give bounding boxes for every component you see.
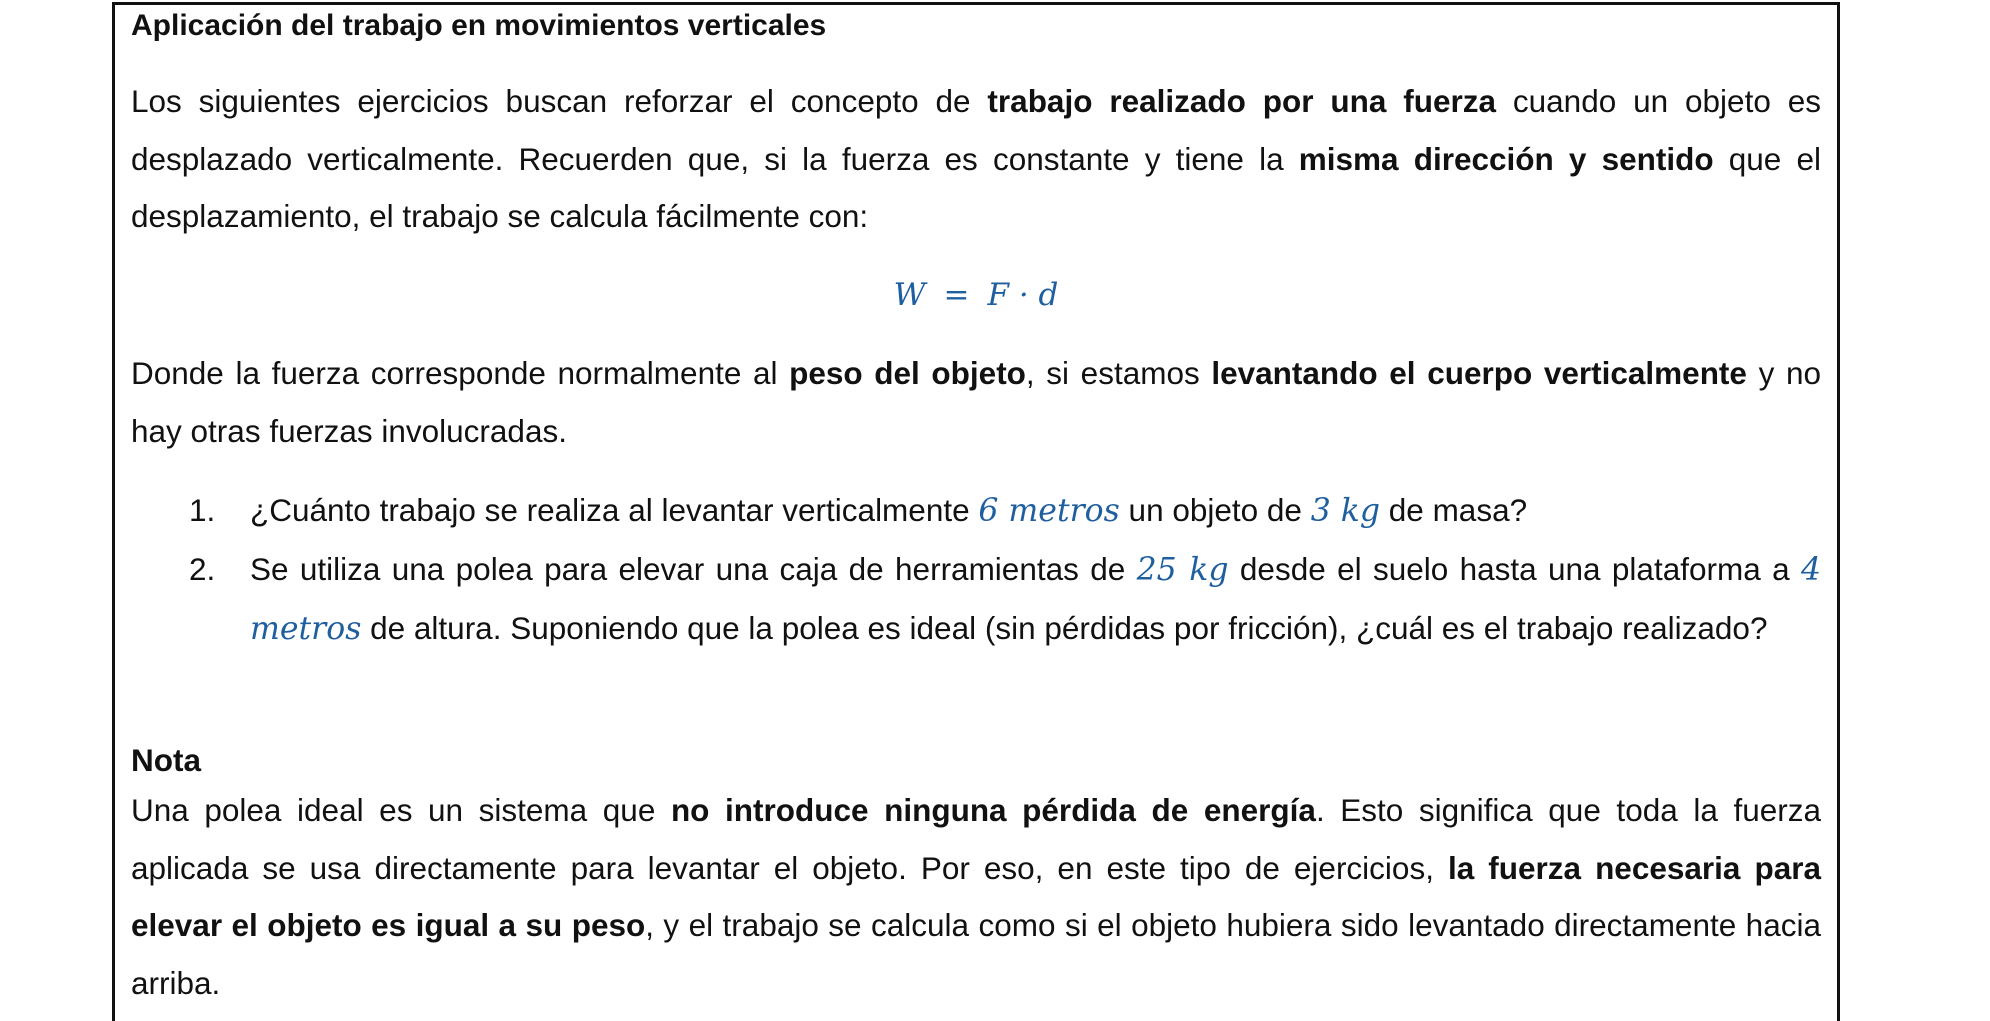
exercise-value: 6 metros xyxy=(978,493,1120,529)
note-paragraph xyxy=(131,782,1821,1012)
explanation-bold-2: levantando el cuerpo verticalmente xyxy=(1211,355,1747,391)
exercise-value: 4 metros xyxy=(250,552,1821,647)
formula-equals: = xyxy=(943,277,970,313)
note-bold-1: no introduce ninguna pérdida de energía xyxy=(670,792,1316,828)
formula-lhs: W xyxy=(893,277,926,313)
exercise-text: ¿Cuánto trabajo se realiza al levantar verticalmente xyxy=(250,492,979,528)
exercise-text: de altura. Suponiendo que la polea es ideal (sin pérdidas por fricción), ¿cuál es el trabajo realizado? xyxy=(361,610,1768,646)
formula-rhs: F · d xyxy=(987,277,1059,313)
intro-text-3: que el desplazamiento, el trabajo se calcula fácilmente con: xyxy=(131,140,1821,234)
explanation-text-3: y no hay otras fuerzas involucradas. xyxy=(131,355,1822,449)
exercise-text: Se utiliza una polea para elevar una caja de herramientas de xyxy=(250,551,1137,587)
exercise-value: 25 kg xyxy=(1136,552,1229,588)
exercise-item xyxy=(131,481,1821,540)
exercise-value: 3 kg xyxy=(1310,493,1381,529)
intro-paragraph xyxy=(131,73,1821,246)
note-text-1: Una polea ideal es un sistema que xyxy=(131,792,671,828)
exercise-text: un objeto de xyxy=(1119,492,1311,528)
intro-text-2: cuando un objeto es desplazado verticalmente. Recuerden que, si la fuerza es constante y tiene la xyxy=(131,83,1821,177)
explanation-text-1: Donde la fuerza corresponde normalmente al xyxy=(131,355,790,391)
note-bold-2: la fuerza necesaria para elevar el objeto es igual a su peso xyxy=(131,849,1821,943)
intro-bold-1: trabajo realizado por una fuerza xyxy=(987,83,1497,119)
explanation-text-2: , si estamos xyxy=(1025,355,1212,391)
exercise-number: 2. xyxy=(189,551,216,587)
exercise-text: de masa? xyxy=(1380,492,1528,528)
intro-bold-2: misma dirección y sentido xyxy=(1298,140,1714,177)
note-text-3: , y el trabajo se calcula como si el objeto hubiera sido levantado directamente hacia arriba. xyxy=(131,907,1821,1001)
explanation-paragraph xyxy=(131,345,1821,460)
exercise-item xyxy=(131,540,1821,658)
intro-text-1: Los siguientes ejercicios buscan reforzar el concepto de xyxy=(131,83,988,119)
exercise-text: desde el suelo hasta una plataforma a xyxy=(1228,551,1801,587)
note-heading: Nota xyxy=(131,742,201,778)
explanation-bold-1: peso del objeto xyxy=(789,355,1026,391)
exercise-list xyxy=(131,481,1821,658)
note-text-2: . Esto significa que toda la fuerza aplicada se usa directamente para levantar el objeto. Por eso, en este tipo de ejercicios, xyxy=(131,792,1821,886)
section-title: Aplicación del trabajo en movimientos verticales xyxy=(131,9,827,42)
exercise-number: 1. xyxy=(189,492,216,528)
work-formula xyxy=(131,270,1821,320)
